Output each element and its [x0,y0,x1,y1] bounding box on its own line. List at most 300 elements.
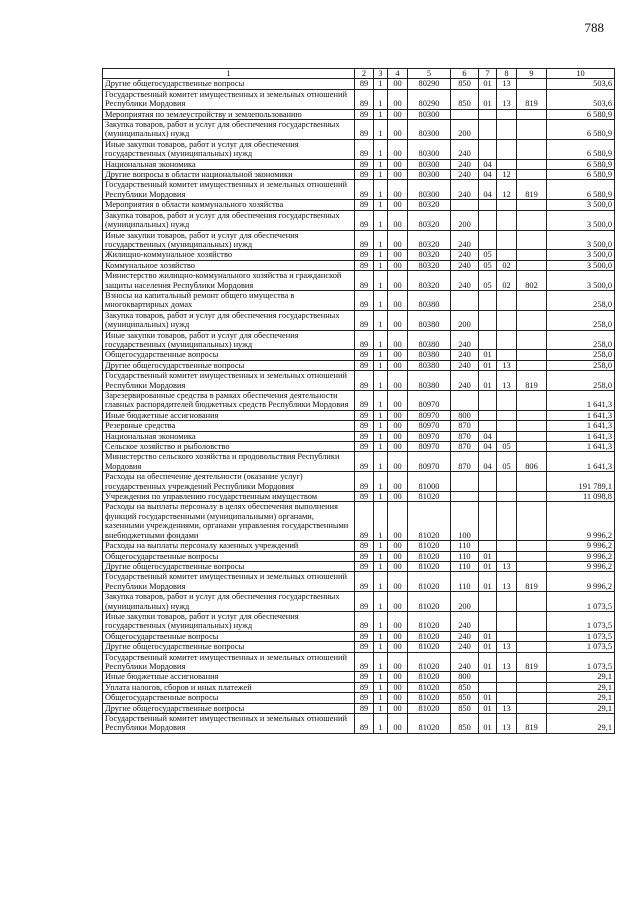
code-cell [497,410,517,420]
code-cell: 240 [451,159,479,169]
column-header: 9 [517,69,547,79]
code-cell: 870 [451,431,479,441]
code-cell: 110 [451,541,479,551]
code-cell [479,421,497,431]
code-cell [479,611,497,631]
code-cell: 00 [388,631,408,641]
row-name-cell: Жилищно-коммунальное хозяйство [103,250,355,260]
amount-cell: 3 500,0 [547,260,615,270]
code-cell: 89 [355,159,374,169]
code-cell: 89 [355,442,374,452]
column-header: 5 [408,69,451,79]
amount-cell: 1 641,3 [547,410,615,420]
amount-cell: 1 073,5 [547,592,615,612]
code-cell: 80970 [408,442,451,452]
code-cell: 80320 [408,230,451,250]
code-cell [497,210,517,230]
code-cell: 1 [374,230,388,250]
code-cell: 1 [374,330,388,350]
code-cell: 89 [355,431,374,441]
amount-cell: 503,6 [547,79,615,89]
code-cell [451,290,479,310]
code-cell: 01 [479,703,497,713]
code-cell: 89 [355,290,374,310]
row-name-cell: Закупка товаров, работ и услуг для обеспечения государственных (муниципальных) нужд [103,310,355,330]
code-cell [497,330,517,350]
code-cell: 80300 [408,170,451,180]
code-cell: 00 [388,703,408,713]
code-cell: 1 [374,79,388,89]
amount-cell: 6 580,9 [547,109,615,119]
table-row [103,572,615,592]
code-cell: 1 [374,350,388,360]
amount-cell: 3 500,0 [547,200,615,210]
code-cell: 00 [388,360,408,370]
code-cell: 240 [451,170,479,180]
code-cell: 89 [355,350,374,360]
code-cell: 00 [388,592,408,612]
code-cell: 850 [451,89,479,109]
code-cell [479,290,497,310]
code-cell: 81020 [408,502,451,541]
code-cell [479,472,497,492]
amount-cell: 258,0 [547,350,615,360]
code-cell [517,410,547,420]
code-cell [517,290,547,310]
code-cell: 100 [451,502,479,541]
code-cell: 00 [388,541,408,551]
code-cell: 80380 [408,290,451,310]
row-name-cell: Иные закупки товаров, работ и услуг для обеспечения государственных (муниципальных) нужд [103,330,355,350]
table-row [103,541,615,551]
code-cell: 80380 [408,330,451,350]
code-cell: 1 [374,271,388,291]
code-cell [479,139,497,159]
row-name-cell: Министерство жилищно-коммунального хозяйства и гражданской защиты населения Республики Мордовия [103,271,355,291]
code-cell: 05 [479,271,497,291]
code-cell: 81020 [408,611,451,631]
code-cell: 1 [374,290,388,310]
code-cell: 850 [451,682,479,692]
table-row [103,210,615,230]
row-name-cell: Зарезервированные средства в рамках обеспечения деятельности главных распорядителей бюджетных средств Республики Мордовия [103,391,355,411]
code-cell [497,109,517,119]
code-cell: 819 [517,180,547,200]
code-cell: 13 [497,371,517,391]
code-cell [517,682,547,692]
code-cell: 81020 [408,592,451,612]
code-cell: 1 [374,442,388,452]
code-cell: 81020 [408,672,451,682]
row-name-cell: Другие общегосударственные вопросы [103,561,355,571]
code-cell: 80380 [408,350,451,360]
code-cell: 1 [374,200,388,210]
code-cell: 89 [355,611,374,631]
code-cell: 05 [479,250,497,260]
code-cell: 00 [388,682,408,692]
code-cell: 89 [355,472,374,492]
code-cell: 819 [517,371,547,391]
table-row [103,431,615,441]
code-cell [497,310,517,330]
code-cell: 89 [355,180,374,200]
table-row [103,631,615,641]
column-header: 7 [479,69,497,79]
table-row [103,492,615,502]
code-cell: 81020 [408,693,451,703]
code-cell [479,492,497,502]
column-header: 10 [547,69,615,79]
amount-cell: 1 641,3 [547,391,615,411]
code-cell: 1 [374,551,388,561]
code-cell: 81000 [408,472,451,492]
code-cell: 13 [497,561,517,571]
code-cell: 00 [388,421,408,431]
code-cell: 819 [517,714,547,734]
code-cell: 200 [451,210,479,230]
code-cell [497,431,517,441]
code-cell: 1 [374,159,388,169]
code-cell: 01 [479,89,497,109]
code-cell: 850 [451,693,479,703]
code-cell: 80970 [408,452,451,472]
code-cell: 00 [388,159,408,169]
code-cell [479,330,497,350]
amount-cell: 258,0 [547,310,615,330]
amount-cell: 9 996,2 [547,572,615,592]
code-cell: 04 [479,452,497,472]
code-cell [451,200,479,210]
code-cell: 200 [451,310,479,330]
table-row [103,611,615,631]
code-cell [517,442,547,452]
code-cell: 240 [451,250,479,260]
amount-cell: 1 641,3 [547,452,615,472]
code-cell: 81020 [408,631,451,641]
amount-cell: 1 641,3 [547,442,615,452]
code-cell: 850 [451,79,479,89]
column-header: 3 [374,69,388,79]
code-cell: 870 [451,452,479,472]
code-cell: 80300 [408,159,451,169]
amount-cell: 1 073,5 [547,652,615,672]
table-row [103,271,615,291]
code-cell: 00 [388,431,408,441]
code-cell [517,502,547,541]
code-cell: 01 [479,371,497,391]
table-row [103,642,615,652]
code-cell [479,310,497,330]
code-cell: 81020 [408,551,451,561]
code-cell: 1 [374,682,388,692]
table-row [103,452,615,472]
table-row [103,360,615,370]
code-cell: 819 [517,89,547,109]
table-row [103,502,615,541]
code-cell: 12 [497,180,517,200]
code-cell [517,170,547,180]
table-row [103,109,615,119]
code-cell: 1 [374,693,388,703]
code-cell: 1 [374,561,388,571]
table-row [103,200,615,210]
row-name-cell: Другие общегосударственные вопросы [103,642,355,652]
code-cell: 1 [374,452,388,472]
amount-cell: 1 073,5 [547,611,615,631]
code-cell [517,310,547,330]
code-cell: 1 [374,310,388,330]
table-row [103,180,615,200]
code-cell: 80290 [408,89,451,109]
code-cell: 1 [374,611,388,631]
table-row [103,592,615,612]
code-cell: 80320 [408,271,451,291]
code-cell [497,611,517,631]
row-name-cell: Общегосударственные вопросы [103,350,355,360]
amount-cell: 3 500,0 [547,271,615,291]
code-cell: 01 [479,572,497,592]
row-name-cell: Общегосударственные вопросы [103,693,355,703]
row-name-cell: Общегосударственные вопросы [103,551,355,561]
code-cell [517,391,547,411]
code-cell: 89 [355,682,374,692]
row-name-cell: Государственный комитет имущественных и земельных отношений Республики Мордовия [103,572,355,592]
row-name-cell: Другие общегосударственные вопросы [103,360,355,370]
code-cell: 13 [497,360,517,370]
code-cell: 80320 [408,260,451,270]
code-cell: 89 [355,139,374,159]
code-cell: 89 [355,210,374,230]
code-cell: 00 [388,330,408,350]
code-cell [517,210,547,230]
code-cell [479,502,497,541]
code-cell: 05 [497,442,517,452]
code-cell: 1 [374,260,388,270]
code-cell: 1 [374,89,388,109]
code-cell: 89 [355,250,374,260]
row-name-cell: Взносы на капитальный ремонт общего имущества в многоквартирных домах [103,290,355,310]
code-cell: 80320 [408,210,451,230]
code-cell: 13 [497,714,517,734]
code-cell: 89 [355,693,374,703]
code-cell: 04 [479,442,497,452]
table-row [103,410,615,420]
row-name-cell: Мероприятия по землеустройству и землепользованию [103,109,355,119]
code-cell: 13 [497,652,517,672]
code-cell: 89 [355,371,374,391]
table-row [103,693,615,703]
row-name-cell: Резервные средства [103,421,355,431]
header-row [103,69,615,79]
code-cell: 89 [355,642,374,652]
table-row [103,672,615,682]
code-cell [517,200,547,210]
table-row [103,290,615,310]
budget-table [102,68,615,734]
code-cell [517,631,547,641]
code-cell: 1 [374,572,388,592]
amount-cell: 6 580,9 [547,139,615,159]
code-cell: 00 [388,271,408,291]
code-cell: 00 [388,452,408,472]
code-cell: 1 [374,421,388,431]
code-cell: 1 [374,410,388,420]
row-name-cell: Национальная экономика [103,159,355,169]
amount-cell: 3 500,0 [547,230,615,250]
code-cell: 80380 [408,310,451,330]
code-cell: 01 [479,561,497,571]
code-cell [497,421,517,431]
code-cell: 806 [517,452,547,472]
code-cell [517,330,547,350]
table-row [103,652,615,672]
row-name-cell: Мероприятия в области коммунального хозяйства [103,200,355,210]
code-cell [497,290,517,310]
code-cell: 00 [388,310,408,330]
table-row [103,250,615,260]
row-name-cell: Иные закупки товаров, работ и услуг для обеспечения государственных (муниципальных) нужд [103,139,355,159]
code-cell [517,120,547,140]
code-cell: 800 [451,410,479,420]
code-cell: 81020 [408,572,451,592]
code-cell: 00 [388,180,408,200]
amount-cell: 9 996,2 [547,541,615,551]
code-cell: 1 [374,371,388,391]
code-cell [479,109,497,119]
code-cell: 80320 [408,200,451,210]
amount-cell: 29,1 [547,703,615,713]
code-cell [451,472,479,492]
table-row [103,89,615,109]
table-row [103,391,615,411]
code-cell: 81020 [408,703,451,713]
code-cell: 81020 [408,642,451,652]
row-name-cell: Государственный комитет имущественных и земельных отношений Республики Мордовия [103,89,355,109]
code-cell: 1 [374,170,388,180]
code-cell: 89 [355,452,374,472]
code-cell: 1 [374,652,388,672]
code-cell: 240 [451,631,479,641]
code-cell: 00 [388,250,408,260]
code-cell [517,421,547,431]
amount-cell: 11 098,8 [547,492,615,502]
amount-cell: 29,1 [547,714,615,734]
column-header: 4 [388,69,408,79]
code-cell: 80300 [408,180,451,200]
table-row [103,260,615,270]
table-header [103,69,615,79]
amount-cell: 3 500,0 [547,210,615,230]
code-cell: 870 [451,421,479,431]
code-cell: 00 [388,492,408,502]
column-header: 8 [497,69,517,79]
code-cell: 01 [479,350,497,360]
code-cell: 02 [497,271,517,291]
code-cell: 12 [497,170,517,180]
code-cell: 110 [451,572,479,592]
amount-cell: 6 580,9 [547,180,615,200]
row-name-cell: Иные бюджетные ассигнования [103,410,355,420]
code-cell: 1 [374,210,388,230]
code-cell: 1 [374,703,388,713]
code-cell: 240 [451,350,479,360]
code-cell: 1 [374,109,388,119]
code-cell: 89 [355,572,374,592]
code-cell: 13 [497,79,517,89]
code-cell: 00 [388,502,408,541]
code-cell: 81020 [408,714,451,734]
code-cell: 89 [355,330,374,350]
code-cell: 1 [374,120,388,140]
code-cell: 01 [479,79,497,89]
code-cell: 80970 [408,410,451,420]
code-cell: 01 [479,631,497,641]
code-cell: 240 [451,652,479,672]
amount-cell: 1 073,5 [547,631,615,641]
code-cell: 89 [355,421,374,431]
code-cell: 240 [451,330,479,350]
code-cell: 200 [451,120,479,140]
table-row [103,79,615,89]
row-name-cell: Другие общегосударственные вопросы [103,703,355,713]
table-row [103,310,615,330]
code-cell: 00 [388,79,408,89]
code-cell: 89 [355,271,374,291]
code-cell: 80300 [408,109,451,119]
code-cell: 81020 [408,541,451,551]
table-row [103,714,615,734]
code-cell: 89 [355,391,374,411]
code-cell [479,541,497,551]
code-cell: 00 [388,642,408,652]
amount-cell: 29,1 [547,693,615,703]
code-cell [497,159,517,169]
amount-cell: 6 580,9 [547,170,615,180]
code-cell: 00 [388,693,408,703]
code-cell: 110 [451,551,479,561]
code-cell: 850 [451,703,479,713]
code-cell: 89 [355,410,374,420]
amount-cell: 191 789,1 [547,472,615,492]
code-cell: 1 [374,502,388,541]
code-cell: 850 [451,714,479,734]
code-cell: 80970 [408,431,451,441]
code-cell [517,693,547,703]
row-name-cell: Уплата налогов, сборов и иных платежей [103,682,355,692]
code-cell: 00 [388,572,408,592]
code-cell [479,210,497,230]
column-header: 6 [451,69,479,79]
table-row [103,120,615,140]
code-cell: 200 [451,592,479,612]
code-cell: 89 [355,541,374,551]
code-cell: 1 [374,672,388,682]
code-cell: 80290 [408,79,451,89]
code-cell [497,541,517,551]
code-cell [517,592,547,612]
row-name-cell: Коммунальное хозяйство [103,260,355,270]
page-number: 788 [584,20,604,35]
code-cell: 89 [355,360,374,370]
code-cell [517,159,547,169]
code-cell: 89 [355,260,374,270]
row-name-cell: Государственный комитет имущественных и земельных отношений Республики Мордовия [103,180,355,200]
amount-cell: 258,0 [547,290,615,310]
amount-cell: 6 580,9 [547,120,615,140]
code-cell: 1 [374,642,388,652]
code-cell [479,672,497,682]
code-cell: 240 [451,371,479,391]
